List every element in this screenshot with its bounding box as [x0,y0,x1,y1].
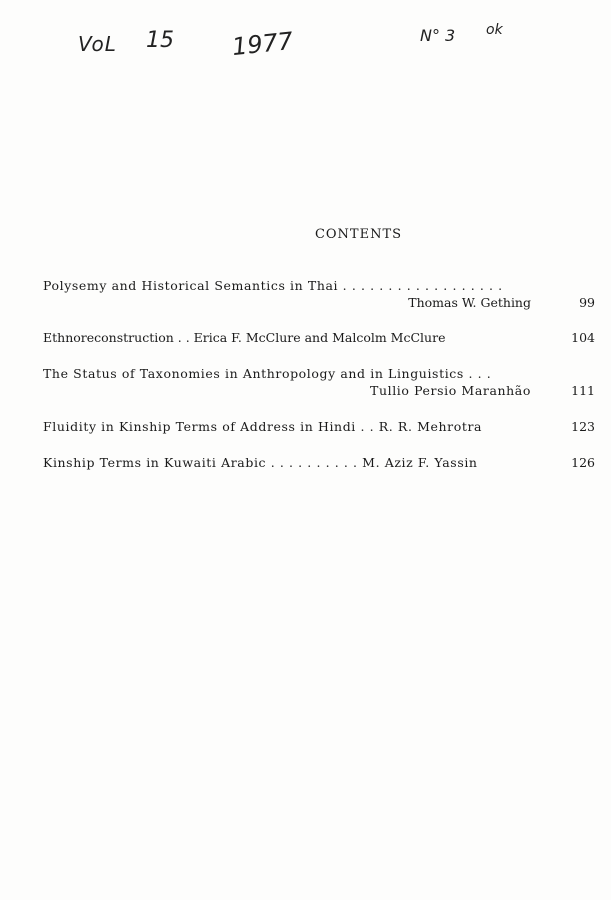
handwritten-vol-label: VoL [78,32,117,56]
toc-entry-page: 111 [571,383,595,398]
toc-entry-title: Polysemy and Historical Semantics in Thai . . . . . . . . . . . . . . . . . . [43,278,503,293]
toc-entry-title: Kinship Terms in Kuwaiti Arabic . . . . . . . . . . M. Aziz F. Yassin [43,455,478,470]
handwritten-annotation [0,22,611,88]
toc-entry [43,277,595,311]
handwritten-vol-number: 15 [146,28,174,53]
handwritten-ok: ok [486,22,503,38]
toc-entry-title: Ethnoreconstruction . . Erica F. McClure and Malcolm McClure [43,330,446,345]
toc-entry [43,454,595,471]
toc-entry [43,329,595,346]
table-of-contents [43,277,595,487]
toc-entry-title: Fluidity in Kinship Terms of Address in Hindi . . R. R. Mehrotra [43,419,483,434]
toc-entry-title: The Status of Taxonomies in Anthropology and in Linguistics . . . [43,366,492,381]
toc-entry-page: 126 [571,455,595,470]
toc-entry [43,365,595,399]
handwritten-year: 1977 [230,26,295,62]
contents-heading: CONTENTS [314,227,403,242]
toc-entry-page: 123 [571,419,595,434]
handwritten-issue: N° 3 [420,26,456,45]
toc-entry-page: 104 [571,330,595,345]
toc-entry-page: 99 [579,295,595,310]
toc-entry-author: Tullio Persio Maranhão [370,383,531,398]
toc-entry [43,418,595,435]
toc-entry-author: Thomas W. Gething [408,295,531,310]
